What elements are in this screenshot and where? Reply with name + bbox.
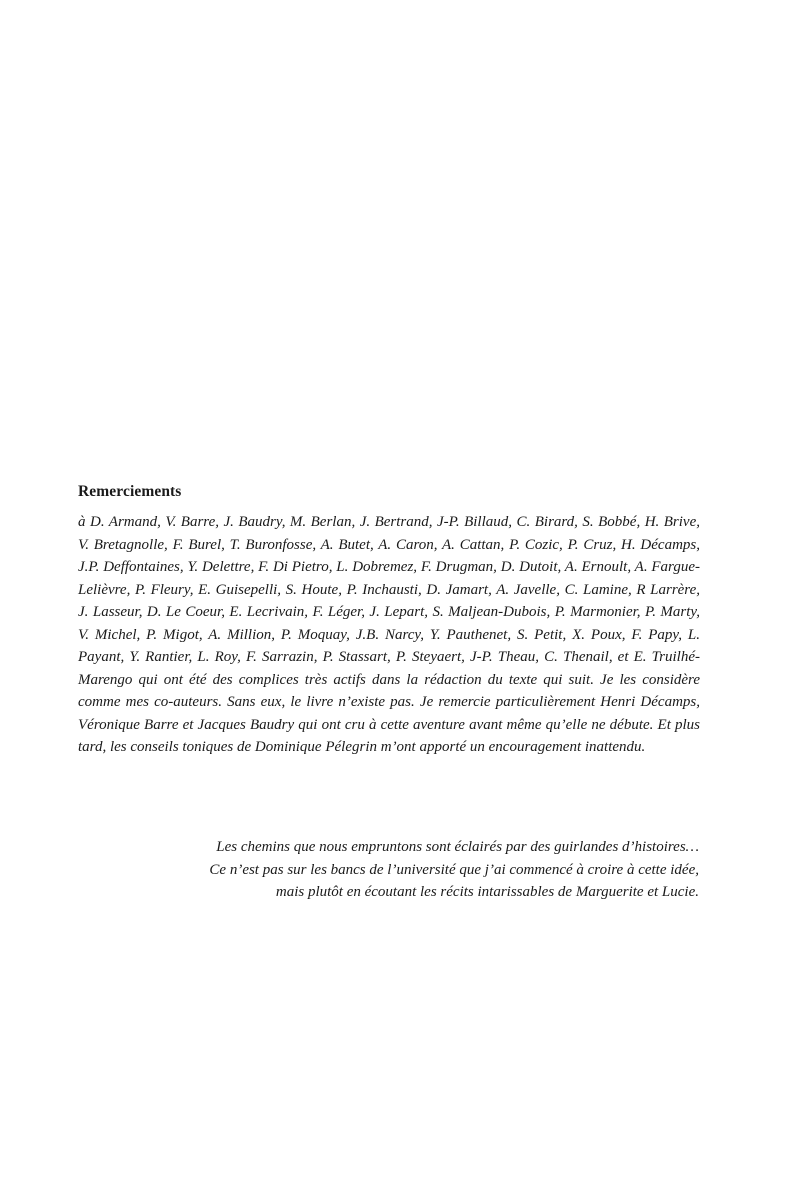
epigraph-line: mais plutôt en écoutant les récits intarissables de Marguerite et Lucie. xyxy=(275,884,699,900)
epigraph-line: Ce n’est pas sur les bancs de l’université que j’ai commencé à croire à cette idée, xyxy=(209,861,699,878)
epigraph xyxy=(139,836,699,904)
epigraph-line: Les chemins que nous empruntons sont éclairés par des guirlandes d’histoires… xyxy=(216,839,699,855)
acknowledgements-heading: Remerciements xyxy=(78,483,182,500)
acknowledgements-section xyxy=(78,483,700,759)
acknowledgements-text: à D. Armand, V. Barre, J. Baudry, M. Berlan, J. Bertrand, J-P. Billaud, C. Birard, S. Bobbé, H. Brive, V. Bretagnolle, F. Burel, T. Buronfosse, A. Butet, A. Caron, A. Cattan, P. Cozic, P. Cruz, H. Décamps, J.P. Deffontaines, Y. Delettre, F. Di Pietro, L. Dobremez, F. Drugman, D. Dutoit, A. Ernoult, A. Fargue-Lelièvre, P. Fleury, E. Guisepelli, S. Houte, P. Inchausti, D. Jamart, A. Javelle, C. Lamine, R Larrère, J. Lasseur, D. Le Coeur, E. Lecrivain, F. Léger, J. Lepart, S. Maljean-Dubois, P. Marmonier, P. Marty, V. Michel, P. Migot, A. Million, P. Moquay, J.B. Narcy, Y. Pauthenet, S. Petit, X. Poux, F. Papy, L. Payant, Y. Rantier, L. Roy, F. Sarrazin, P. Stassart, P. Steyaert, J-P. Theau, C. Thenail, et E. Truilhé-Marengo qui ont été des complices très actifs dans la rédaction du texte qui suit. Je les considère comme mes co-auteurs. Sans eux, le livre n’existe pas. Je remercie particulièrement Henri Décamps, Véronique Barre et Jacques Baudry qui ont cru à cette aventure avant même qu’elle ne débute. Et plus tard, les conseils toniques de Dominique Pélegrin m’ont apporté un encouragement inattendu. xyxy=(78,514,700,755)
